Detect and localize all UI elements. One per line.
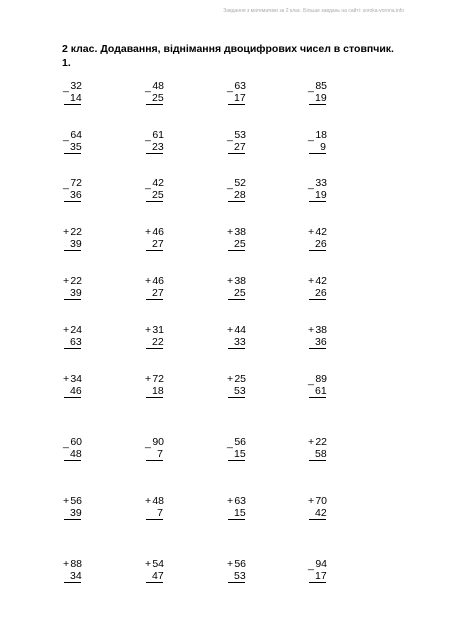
column-example — [63, 129, 103, 154]
second-operand: 7 — [146, 448, 163, 461]
minus-sign: _ — [308, 81, 314, 93]
column-example — [145, 80, 185, 105]
example-first-line — [227, 324, 267, 336]
first-operand: 42 — [315, 275, 327, 287]
second-operand: 17 — [309, 570, 326, 583]
example-first-line — [145, 373, 185, 385]
second-operand: 39 — [64, 507, 81, 520]
column-example — [227, 80, 267, 105]
second-operand: 22 — [146, 336, 163, 349]
first-operand: 33 — [315, 177, 327, 189]
minus-sign: _ — [308, 178, 314, 190]
task-number: 1. — [62, 57, 71, 69]
example-first-line — [227, 226, 267, 238]
column-example — [308, 558, 348, 583]
first-operand: 61 — [152, 129, 164, 141]
minus-sign: _ — [145, 178, 151, 190]
example-first-line — [227, 177, 267, 189]
plus-sign: + — [308, 436, 315, 448]
second-operand: 19 — [309, 189, 326, 202]
plus-sign: + — [308, 226, 315, 238]
first-operand: 46 — [152, 226, 164, 238]
example-first-line — [308, 80, 348, 92]
example-first-line — [63, 129, 103, 141]
second-operand: 42 — [309, 507, 326, 520]
first-operand: 56 — [70, 495, 82, 507]
example-first-line — [145, 324, 185, 336]
example-first-line — [63, 226, 103, 238]
first-operand: 56 — [234, 436, 246, 448]
first-operand: 22 — [70, 226, 82, 238]
example-first-line — [308, 324, 348, 336]
example-first-line — [145, 495, 185, 507]
first-operand: 52 — [234, 177, 246, 189]
column-example — [63, 324, 103, 349]
first-operand: 42 — [152, 177, 164, 189]
first-operand: 42 — [315, 226, 327, 238]
second-operand: 48 — [64, 448, 81, 461]
example-first-line — [308, 129, 348, 141]
plus-sign: + — [63, 275, 70, 287]
first-operand: 72 — [152, 373, 164, 385]
first-operand: 38 — [234, 226, 246, 238]
example-first-line — [308, 436, 348, 448]
plus-sign: + — [63, 324, 70, 336]
example-first-line — [308, 495, 348, 507]
column-example — [308, 275, 348, 300]
plus-sign: + — [227, 558, 234, 570]
first-operand: 25 — [234, 373, 246, 385]
first-operand: 89 — [315, 373, 327, 385]
second-operand: 15 — [228, 507, 245, 520]
plus-sign: + — [145, 558, 152, 570]
minus-sign: _ — [145, 437, 151, 449]
column-example — [63, 80, 103, 105]
example-first-line — [308, 226, 348, 238]
second-operand: 27 — [146, 238, 163, 251]
example-first-line — [308, 275, 348, 287]
plus-sign: + — [227, 495, 234, 507]
column-example — [227, 495, 267, 520]
first-operand: 94 — [315, 558, 327, 570]
page-title: 2 клас. Додавання, віднімання двоцифрових чисел в стовпчик. — [62, 43, 394, 55]
first-operand: 63 — [234, 495, 246, 507]
example-first-line — [227, 373, 267, 385]
second-operand: 18 — [146, 385, 163, 398]
second-operand: 46 — [64, 385, 81, 398]
example-first-line — [145, 177, 185, 189]
second-operand: 63 — [64, 336, 81, 349]
column-example — [145, 373, 185, 398]
first-operand: 88 — [70, 558, 82, 570]
column-example — [308, 324, 348, 349]
column-example — [227, 436, 267, 461]
example-first-line — [308, 177, 348, 189]
minus-sign: _ — [227, 130, 233, 142]
minus-sign: _ — [63, 178, 69, 190]
column-example — [308, 226, 348, 251]
second-operand: 27 — [228, 141, 245, 154]
plus-sign: + — [63, 558, 70, 570]
example-first-line — [63, 275, 103, 287]
second-operand: 36 — [309, 336, 326, 349]
first-operand: 48 — [152, 80, 164, 92]
example-first-line — [145, 226, 185, 238]
second-operand: 9 — [309, 141, 326, 154]
plus-sign: + — [308, 275, 315, 287]
example-first-line — [227, 436, 267, 448]
column-example — [63, 275, 103, 300]
column-example — [308, 436, 348, 461]
plus-sign: + — [308, 495, 315, 507]
second-operand: 25 — [228, 238, 245, 251]
second-operand: 23 — [146, 141, 163, 154]
example-first-line — [63, 373, 103, 385]
second-operand: 27 — [146, 287, 163, 300]
column-example — [63, 436, 103, 461]
column-example — [227, 373, 267, 398]
example-first-line — [145, 275, 185, 287]
second-operand: 34 — [64, 570, 81, 583]
column-example — [308, 129, 348, 154]
second-operand: 26 — [309, 238, 326, 251]
example-first-line — [145, 80, 185, 92]
minus-sign: _ — [308, 130, 314, 142]
first-operand: 60 — [70, 436, 82, 448]
second-operand: 33 — [228, 336, 245, 349]
column-example — [308, 80, 348, 105]
example-first-line — [227, 558, 267, 570]
example-first-line — [63, 324, 103, 336]
plus-sign: + — [227, 373, 234, 385]
second-operand: 19 — [309, 92, 326, 105]
first-operand: 44 — [234, 324, 246, 336]
column-example — [145, 177, 185, 202]
plus-sign: + — [145, 324, 152, 336]
plus-sign: + — [63, 373, 70, 385]
second-operand: 17 — [228, 92, 245, 105]
plus-sign: + — [145, 275, 152, 287]
minus-sign: _ — [63, 437, 69, 449]
first-operand: 34 — [70, 373, 82, 385]
example-first-line — [308, 558, 348, 570]
plus-sign: + — [227, 275, 234, 287]
second-operand: 35 — [64, 141, 81, 154]
second-operand: 53 — [228, 385, 245, 398]
column-example — [63, 177, 103, 202]
column-example — [308, 495, 348, 520]
header-note: Завдання з математики за 2 клас. Більше завдань на сайті: soroka-vorona.info — [223, 8, 404, 14]
first-operand: 56 — [234, 558, 246, 570]
example-first-line — [63, 80, 103, 92]
second-operand: 36 — [64, 189, 81, 202]
minus-sign: _ — [227, 437, 233, 449]
example-first-line — [145, 129, 185, 141]
example-first-line — [63, 558, 103, 570]
column-example — [63, 373, 103, 398]
column-example — [145, 558, 185, 583]
column-example — [227, 129, 267, 154]
example-first-line — [63, 177, 103, 189]
first-operand: 54 — [152, 558, 164, 570]
first-operand: 38 — [315, 324, 327, 336]
minus-sign: _ — [227, 81, 233, 93]
column-example — [145, 495, 185, 520]
first-operand: 18 — [315, 129, 327, 141]
first-operand: 22 — [315, 436, 327, 448]
second-operand: 15 — [228, 448, 245, 461]
column-example — [145, 436, 185, 461]
column-example — [227, 226, 267, 251]
minus-sign: _ — [145, 81, 151, 93]
second-operand: 47 — [146, 570, 163, 583]
plus-sign: + — [227, 324, 234, 336]
first-operand: 22 — [70, 275, 82, 287]
example-first-line — [63, 495, 103, 507]
second-operand: 25 — [146, 92, 163, 105]
second-operand: 61 — [309, 385, 326, 398]
second-operand: 7 — [146, 507, 163, 520]
column-example — [227, 275, 267, 300]
column-example — [145, 275, 185, 300]
minus-sign: _ — [63, 130, 69, 142]
first-operand: 38 — [234, 275, 246, 287]
first-operand: 85 — [315, 80, 327, 92]
first-operand: 90 — [152, 436, 164, 448]
column-example — [227, 177, 267, 202]
column-example — [63, 558, 103, 583]
column-example — [63, 495, 103, 520]
first-operand: 72 — [70, 177, 82, 189]
example-first-line — [308, 373, 348, 385]
example-first-line — [227, 129, 267, 141]
example-first-line — [145, 436, 185, 448]
first-operand: 70 — [315, 495, 327, 507]
second-operand: 39 — [64, 238, 81, 251]
example-first-line — [227, 80, 267, 92]
second-operand: 58 — [309, 448, 326, 461]
example-first-line — [227, 275, 267, 287]
column-example — [227, 558, 267, 583]
second-operand: 39 — [64, 287, 81, 300]
second-operand: 25 — [228, 287, 245, 300]
second-operand: 25 — [146, 189, 163, 202]
minus-sign: _ — [227, 178, 233, 190]
first-operand: 48 — [152, 495, 164, 507]
second-operand: 28 — [228, 189, 245, 202]
plus-sign: + — [308, 324, 315, 336]
minus-sign: _ — [308, 374, 314, 386]
first-operand: 32 — [70, 80, 82, 92]
minus-sign: _ — [63, 81, 69, 93]
column-example — [63, 226, 103, 251]
plus-sign: + — [227, 226, 234, 238]
first-operand: 24 — [70, 324, 82, 336]
column-example — [145, 324, 185, 349]
example-first-line — [63, 436, 103, 448]
first-operand: 64 — [70, 129, 82, 141]
second-operand: 14 — [64, 92, 81, 105]
plus-sign: + — [145, 226, 152, 238]
minus-sign: _ — [308, 559, 314, 571]
column-example — [308, 373, 348, 398]
second-operand: 26 — [309, 287, 326, 300]
plus-sign: + — [63, 495, 70, 507]
column-example — [145, 226, 185, 251]
column-example — [227, 324, 267, 349]
first-operand: 46 — [152, 275, 164, 287]
column-example — [145, 129, 185, 154]
plus-sign: + — [63, 226, 70, 238]
example-first-line — [145, 558, 185, 570]
first-operand: 63 — [234, 80, 246, 92]
plus-sign: + — [145, 373, 152, 385]
column-example — [308, 177, 348, 202]
first-operand: 53 — [234, 129, 246, 141]
plus-sign: + — [145, 495, 152, 507]
second-operand: 53 — [228, 570, 245, 583]
first-operand: 31 — [152, 324, 164, 336]
minus-sign: _ — [145, 130, 151, 142]
example-first-line — [227, 495, 267, 507]
